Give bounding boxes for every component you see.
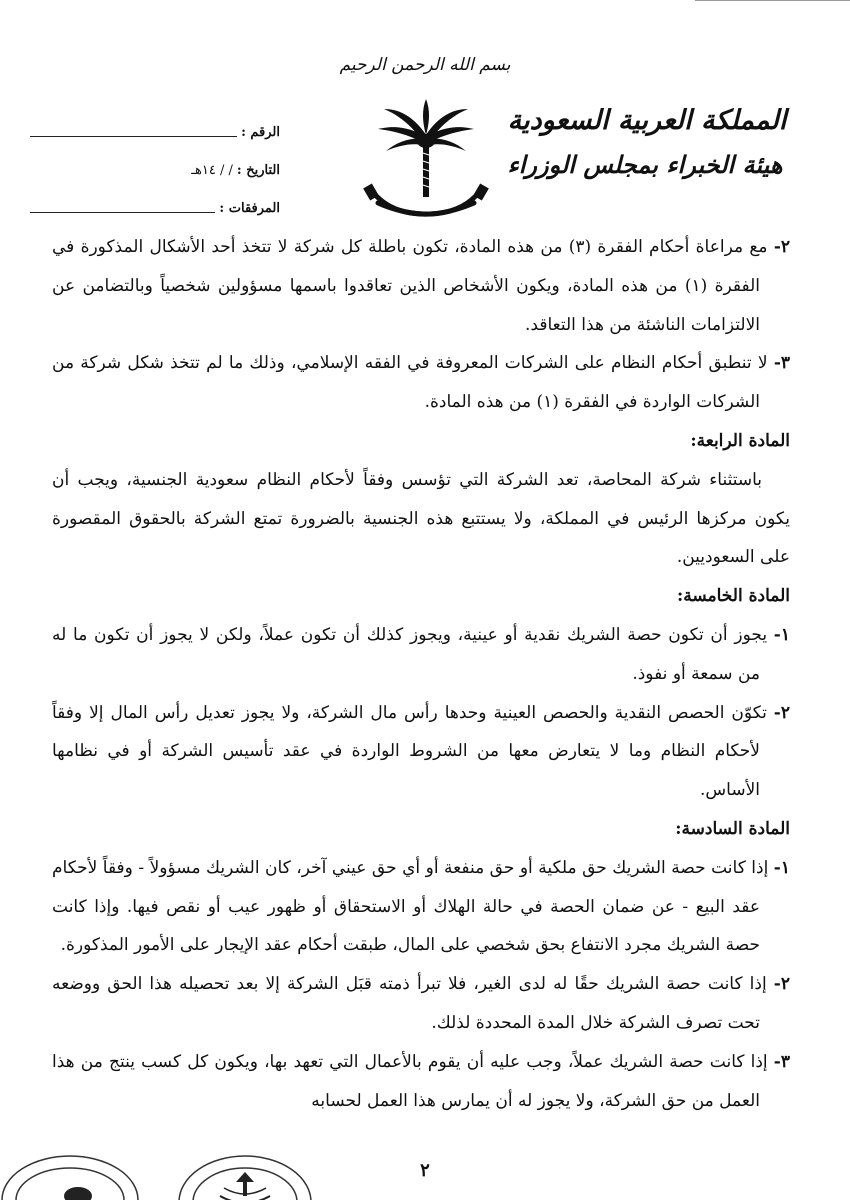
clause-number: ٢- (773, 702, 790, 723)
date-label: التاريخ : (236, 163, 280, 178)
date-value: / / ١٤هـ (191, 163, 233, 178)
clause-text: يجوز أن تكون حصة الشريك نقدية أو عينية، ويجوز كذلك أن تكون عملاً، ولكن لا يجوز أن تكون ما له من سمعة أو نفوذ. (52, 624, 768, 684)
clause-number: ٣- (773, 1051, 790, 1072)
attachments-line (30, 204, 215, 213)
page-number: ٢ (420, 1160, 430, 1181)
clause-item (52, 228, 790, 344)
clause-text: لا تنطبق أحكام النظام على الشركات المعروفة في الفقه الإسلامي، وذلك ما لم تتخذ شكل شركة من الشركات الواردة في الفقرة (١) من هذه المادة. (52, 353, 768, 413)
clause-text: إذا كانت حصة الشريك عملاً، وجب عليه أن يقوم بالأعمال التي تعهد بها، ويكون كل كسب ينتج من هذا العمل من حق الشركة، ولا يجوز له أن يمارس هذا العمل لحسابه (52, 1051, 768, 1111)
clause-text: تكوّن الحصص النقدية والحصص العينية وحدها رأس مال الشركة، ولا يجوز تعديل رأس المال إلا وفقاً لأحكام النظام وما لا يتعارض معها من الشروط الواردة في عقد تأسيس الشركة أو في نظامها الأساس. (52, 702, 767, 801)
article-paragraph: باستثناء شركة المحاصة، تعد الشركة التي تؤسس وفقاً لأحكام النظام سعودية الجنسية، ويجب أن يكون مركزها الرئيس في المملكة، ولا يستتبع هذه الجنسية بالضرورة تمتع الشركة بالحقوق المقصورة على السعوديين. (52, 469, 790, 568)
article-heading: المادة السادسة: (675, 818, 790, 839)
article-heading: المادة الرابعة: (690, 430, 790, 451)
clause-text: إذا كانت حصة الشريك حق ملكية أو حق منفعة أو أي حق عيني آخر، كان الشريك مسؤولاً - وفقاً لأحكام عقد البيع - عن ضمان الحصة في حالة الهلاك أو الاستحقاق أو ظهور عيب أو نقص فيها. وإذا كانت حصة الشريك مجرد الانتفاع بحق شخصي على المال، طبقت أحكام عقد الإيجار على الأمور المذكورة. (52, 857, 769, 956)
clause-text: إذا كانت حصة الشريك حقًا له لدى الغير، فلا تبرأ ذمته قبَل الشركة إلا بعد تحصيله هذا الحق ووضعه تحت تصرف الشركة خلال المدة المحددة لذلك. (52, 974, 767, 1033)
clause-number: ١- (773, 857, 790, 878)
clause-text: مع مراعاة أحكام الفقرة (٣) من هذه المادة، تكون باطلة كل شركة لا تتخذ أحد الأشكال المذكورة في الفقرة (١) من هذه المادة، ويكون الأشخاص الذين تعاقدوا باسمها مسؤولين شخصياً وبالتضامن عن الالتزامات الناشئة من هذا التعاقد. (52, 237, 768, 335)
attachments-row (30, 188, 280, 216)
reference-number-row (30, 112, 280, 140)
basmala: بسم الله الرحمن الرحيم (339, 55, 511, 75)
article-heading: المادة الخامسة: (676, 586, 790, 607)
document-body (52, 228, 790, 1120)
palm-and-swords-icon (362, 95, 490, 230)
clause-number: ٢- (773, 974, 790, 995)
clause-number: ٢- (773, 237, 791, 257)
clause-item (52, 965, 790, 1043)
seal-stamp-icon (0, 1138, 330, 1200)
reference-number-label: الرقم : (241, 125, 280, 140)
attachments-label: المرفقات : (219, 201, 280, 216)
date-row (30, 150, 280, 178)
authority-title: هيئة الخبراء بمجلس الوزراء (507, 150, 783, 179)
clause-item (52, 616, 790, 694)
clause-number: ٣- (773, 353, 791, 374)
clause-item (52, 849, 790, 965)
kingdom-title: المملكة العربية السعودية (507, 105, 787, 136)
reference-block (30, 112, 280, 226)
clause-number: ١- (773, 624, 790, 645)
clause-item (52, 344, 790, 422)
reference-number-line (30, 128, 237, 137)
clause-item (52, 694, 790, 810)
clause-item (52, 1043, 790, 1121)
top-edge-rule (695, 0, 850, 1)
